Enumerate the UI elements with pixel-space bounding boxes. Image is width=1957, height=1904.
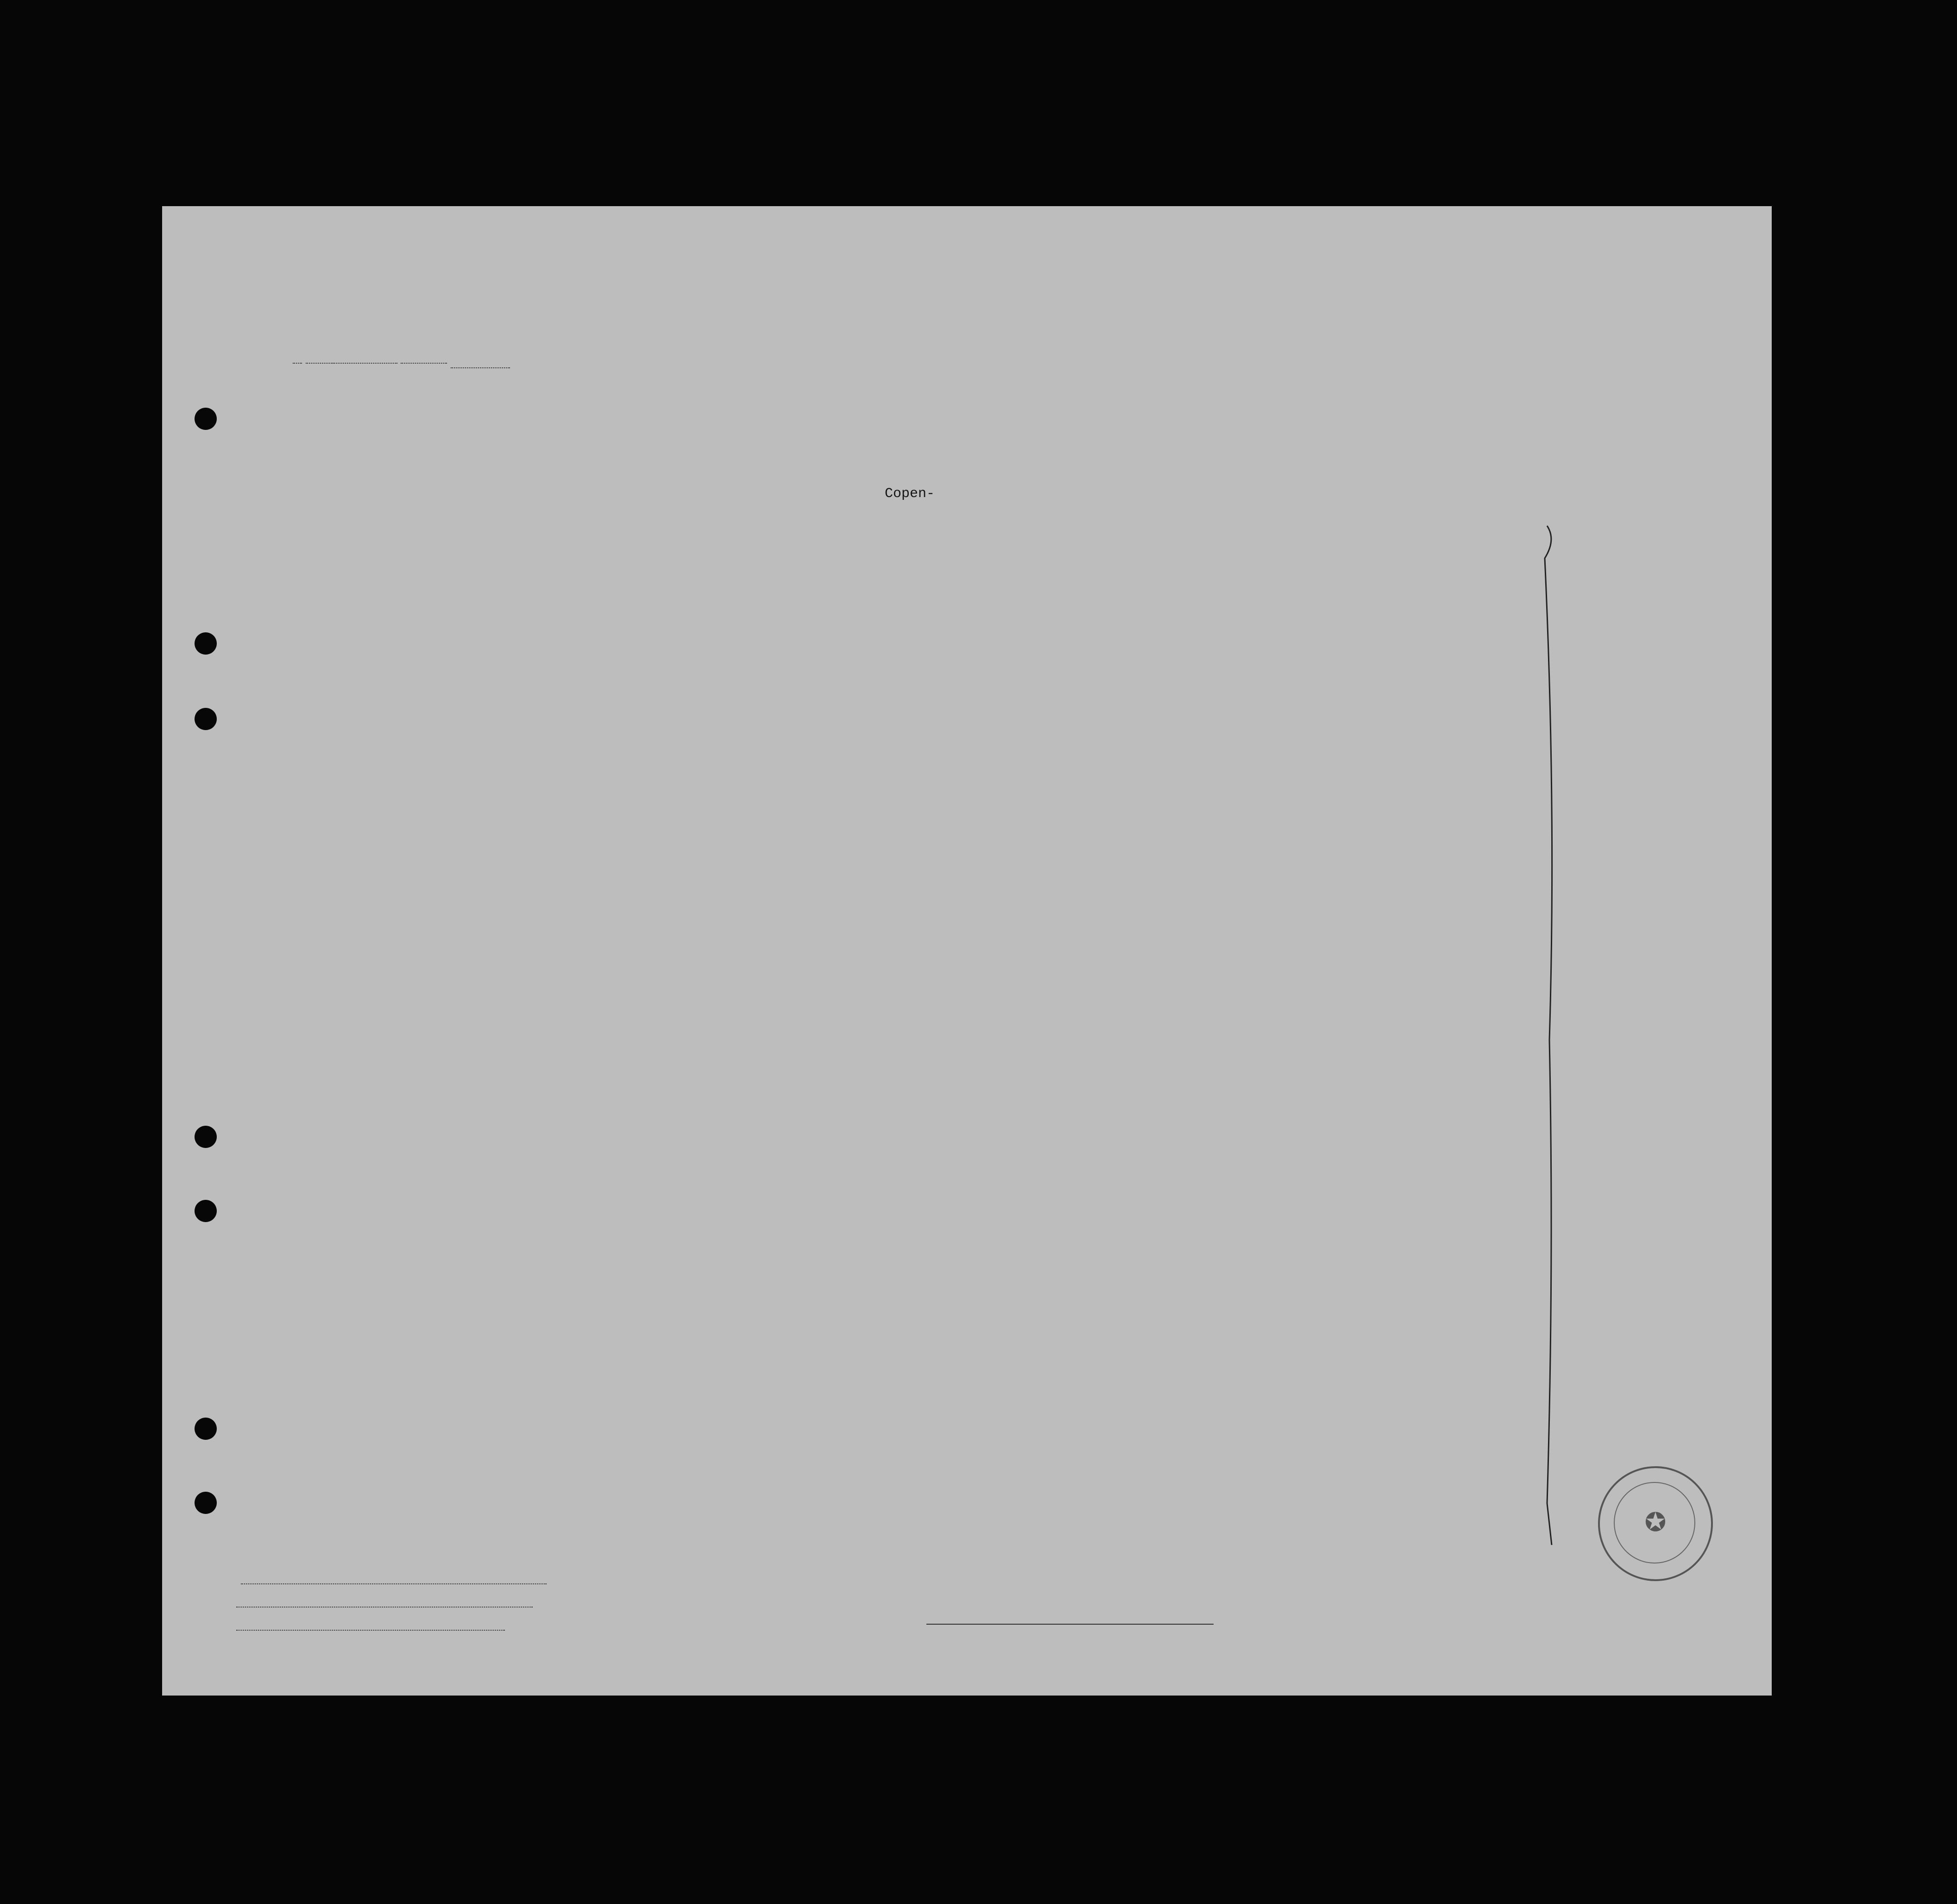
manifest-sheet — [162, 206, 1772, 1696]
row1-where-top: Copen- — [885, 486, 935, 502]
agents-value — [236, 1630, 505, 1631]
footer-agents — [232, 1621, 505, 1633]
eagle-seal-icon: ✪ — [1644, 1508, 1667, 1537]
owners-value — [236, 1607, 533, 1608]
footer-line — [232, 1575, 547, 1587]
embassy-stamp — [1598, 1466, 1713, 1581]
line-value — [241, 1583, 547, 1584]
remarks-ditto-line — [162, 206, 1772, 1696]
footer-owners — [232, 1598, 533, 1610]
